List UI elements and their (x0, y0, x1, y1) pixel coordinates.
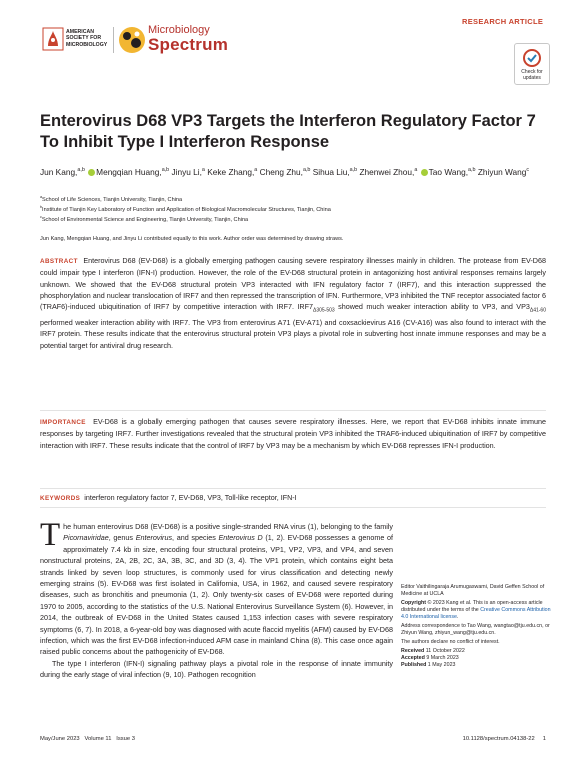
contribution-note: Jun Kang, Mengqian Huang, and Jinyu Li contributed equally to this work. Author order was determined by drawing straws. (40, 236, 344, 242)
author[interactable]: Keke Zhang,$^a$ (207, 167, 258, 177)
published-date: Published 1 May 2023 (401, 662, 456, 668)
editor-note: Editor Vaithilingaraja Arumugaswami, David Geffen School of Medicine at UCLA (401, 584, 545, 597)
author[interactable]: Zhiyun Wang$^c$ (477, 167, 530, 177)
author[interactable]: Cheng Zhu,$^{a,b}$ (259, 167, 311, 177)
orcid-icon[interactable] (421, 169, 428, 176)
page-number: 1 (542, 736, 546, 742)
issue-info: May/June 2023 Volume 11 Issue 3 (40, 736, 135, 742)
abstract-label: ABSTRACT (40, 258, 78, 265)
correspondence-note: Address correspondence to Tao Wang, wangtao@tju.edu.cn, or Zhiyun Wang, zhiyun_wang@tju.edu.cn. (401, 623, 550, 636)
asm-logo-icon (42, 27, 64, 51)
importance-label: IMPORTANCE (40, 419, 86, 426)
affiliation: $^c$School of Environmental Science and Engineering, Tianjin University, Tianjin, China (40, 215, 249, 223)
drop-cap: T (40, 517, 61, 553)
affiliation: $^a$School of Life Sciences, Tianjin University, Tianjin, China (40, 195, 183, 203)
section-divider (40, 507, 546, 508)
body-paragraph: The type I interferon (IFN-I) signaling pathway plays a pivotal role in the response of innate immunity during the early stage of viral infection (9, 10). Pathogen recognition (40, 658, 393, 680)
check-for-updates-button[interactable] (514, 43, 550, 85)
check-updates-icon (522, 48, 542, 68)
keywords-label: KEYWORDS (40, 495, 81, 502)
accepted-date: Accepted 9 March 2023 (401, 655, 459, 661)
author[interactable]: Zhenwei Zhou,$^a$ (359, 167, 418, 177)
body-text (40, 517, 394, 681)
article-info-sidebar (401, 584, 551, 669)
journal-name-bottom: Spectrum (148, 35, 229, 54)
received-date: Received 11 October 2022 (401, 648, 465, 654)
orcid-icon[interactable] (88, 169, 95, 176)
author[interactable]: Jun Kang,$^{a,b}$ (40, 167, 85, 177)
importance: IMPORTANCE EV-D68 is a globally emerging pathogen that causes severe respiratory illnesses. Here, we report that EV-D68 inhibits innate immune responses by targeting IRF7. Further investigations revealed that the structural protein VP3 inhibited the TRAF6-induced ubiquitination of IRF7 by competitive interaction with IRF7. These results indicate that the control of IRF7 by VP3 may be a mechanism by which EV-D68 represses IFN-I production. (40, 417, 546, 450)
author-list (40, 167, 560, 177)
author[interactable]: Tao Wang,$^{a,b}$ (428, 167, 476, 177)
author[interactable]: Jinyu Li,$^a$ (171, 167, 205, 177)
article-title: Enterovirus D68 VP3 Targets the Interferon Regulatory Factor 7 To Inhibit Type I Interferon Response (40, 112, 536, 151)
author[interactable]: Sihua Liu,$^{a,b}$ (312, 167, 358, 177)
microbiology-spectrum-logo-icon (117, 25, 147, 55)
section-divider (40, 410, 546, 411)
body-paragraph: The human enterovirus D68 (EV-D68) is a positive single-stranded RNA virus (1), belonging to the family Picornaviridae, genus Enterovirus, and species Enterovirus D (1, 2). EV-D68 possesses a genome of approximately 7.4 kb in size, encoding four structural proteins, VP1, VP2, VP3, and VP4, and seven nonstructural proteins, 2A, 2B, 2C, 3A, 3B, 3C, and 3D (3, 4). The VP1 protein, which contains eight beta strands linked by seven loop structures, is commonly used for virus classification and detecting newly emerging strains (5). EV-D68 was first isolated in California, USA, in 1962, and caused severe respiratory diseases, such as bronchitis and pneumonia (1, 2). Only twenty-six cases of EV-D68 were reported during 1970 to 2005, according to the statistics of the U.S. National Enterovirus Surveillance System (6). However, in 2014, the outbreak of EV-D68 in the United States caused 1,153 infection cases with severe respiratory symptoms (6, 7). In 2018, a 6-year-old boy was diagnosed with acute flaccid myelitis (AFM) caused by EV-D68 infection, which was the first EV-D68 infection-induced AFM case in mainland China (8). This case once again raised public concerns about the pathogenicity of EV-D68. (40, 517, 394, 657)
check-updates-label: Check for updates (521, 69, 543, 81)
doi-and-page (400, 736, 546, 742)
section-divider (40, 488, 546, 489)
header-divider (113, 27, 114, 53)
keywords: KEYWORDS interferon regulatory factor 7, EV-D68, VP3, Toll-like receptor, IFN-I (40, 493, 297, 502)
doi-link[interactable]: 10.1128/spectrum.04138-22 (462, 736, 535, 742)
copyright-note: Copyright © 2023 Kang et al. This is an open-access article distributed under the terms of the Creative Commons Attribution 4.0 International license. (401, 600, 551, 620)
author[interactable]: Mengqian Huang,$^{a,b}$ (96, 167, 170, 177)
abstract: ABSTRACT Enterovirus D68 (EV-D68) is a globally emerging pathogen causing severe respiratory illnesses mainly in children. The protease from EV-D68 could impair type I interferon (IFN-I) production. However, the role of the EV-D68 structural protein in antagonizing host antiviral responses remains largely unknown. We showed that the EV-D68 structural protein VP3 interacted with IFN regulatory factor 7 (IRF7), and this interaction suppressed the phosphorylation and nuclear translocation of IRF7 and then repressed the transcription of IFN. Furthermore, VP3 inhibited the TNF receptor associated factor 6 (TRAF6)-induced ubiquitination of IRF7 by competitive interaction with IRF7. $IRF7_{\Delta 305-503}$ showed much weaker interaction ability to VP3, and $VP3_{\Delta 41-60}$ performed weaker interaction ability with IRF7. The VP3 from enterovirus A71 (EV-A71) and coxsackievirus A16 (CV-A16) was also found to interact with the IRF7 protein. These results indicate that the enterovirus structural protein VP3 plays a pivotal role in subverting host innate immune responses and may be a potential target for antiviral drug research. (40, 256, 546, 350)
journal-name-top: Microbiology (148, 24, 210, 36)
asm-logo-text: AMERICAN SOCIETY FOR MICROBIOLOGY (66, 29, 108, 48)
affiliation: $^b$Institute of Tianjin Key Laboratory of Function and Application of Biological Macromolecular Structures, Tianjin, China (40, 205, 331, 213)
article-type-label: RESEARCH ARTICLE (462, 17, 544, 26)
license-link[interactable]: Creative Commons Attribution 4.0 International license (401, 607, 551, 620)
conflict-note: The authors declare no conflict of interest. (401, 639, 500, 645)
